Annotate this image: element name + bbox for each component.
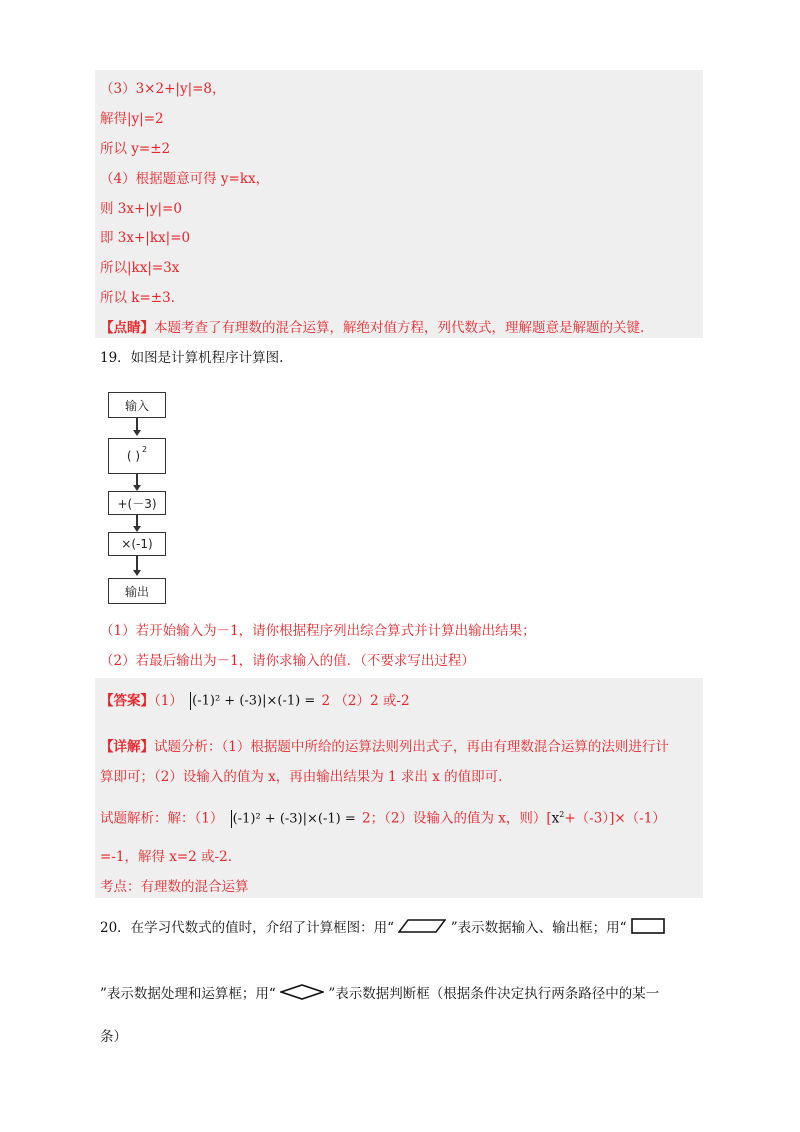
solution-shade-18 <box>95 70 703 338</box>
solution-line: 所以|kx|=3x <box>100 260 180 276</box>
kaodian-line: 考点：有理数的混合运算 <box>100 879 249 895</box>
flow-square-label: ( ) <box>126 449 141 463</box>
solution-x: x <box>551 810 560 827</box>
flow-arrowhead <box>133 430 141 436</box>
solution-end: +（-3）]×（-1） <box>564 810 666 827</box>
q20-line-2 <box>100 984 659 1005</box>
flow-square-box <box>108 438 166 474</box>
solution-mid: 2；（2）设输入的值为 x，则）[ <box>362 810 552 827</box>
flow-square-exponent: 2 <box>142 444 148 454</box>
flow-multiply-label: ×(-1) <box>121 537 153 551</box>
q20-line-1 <box>100 918 665 939</box>
solution-line-1 <box>100 806 666 828</box>
solution-line: 则 3x+|y|=0 <box>100 201 182 217</box>
answer-part-1: （1） <box>154 693 183 709</box>
flow-output-label: 输出 <box>124 584 149 599</box>
comment-line <box>100 319 644 337</box>
q20-text-1a: 20．在学习代数式的值时，介绍了计算框图：用“ <box>100 920 395 936</box>
detail-line-1 <box>100 738 669 756</box>
diamond-icon <box>280 984 324 1005</box>
q20-text-1b: ”表示数据输入、输出框；用“ <box>450 920 627 936</box>
detail-tag: 【详解】 <box>100 739 154 755</box>
solution-line: （4）根据题意可得 y=kx， <box>100 171 270 187</box>
flow-output-box <box>108 578 166 604</box>
question-title: 19．如图是计算机程序计算图. <box>100 350 284 366</box>
solution-expression-text: (-1)² + (-3)|×(-1) = <box>232 811 356 827</box>
solution-line: 即 3x+|kx|=0 <box>100 230 191 246</box>
comment-tag: 【点睛】 <box>100 320 154 336</box>
q20-text-2b: ”表示数据判断框（根据条件决定执行两条路径中的某一 <box>328 986 660 1002</box>
flow-input-label: 输入 <box>124 398 149 413</box>
answer-expression-text: (-1)² + (-3)|×(-1) = <box>192 693 316 709</box>
solution-line: 所以 k=±3. <box>100 290 175 306</box>
question-part-2: （2）若最后输出为－1，请你求输入的值．（不要求写出过程） <box>100 653 475 669</box>
flow-add-box <box>108 491 166 515</box>
solution-x-exponent: 2 <box>559 810 565 819</box>
question-part-1: （1）若开始输入为－1，请你根据程序列出综合算式并计算出输出结果； <box>100 623 536 639</box>
abs-bar <box>231 810 232 828</box>
comment-text: 本题考查了有理数的混合运算，解绝对值方程，列代数式，理解题意是解题的关键. <box>154 320 645 336</box>
flow-add-label: +(－3) <box>117 496 157 511</box>
flow-multiply-box <box>108 532 166 556</box>
solution-line: 所以 y=±2 <box>100 141 171 157</box>
solution-line-2: =-1，解得 x=2 或-2. <box>100 849 233 865</box>
answer-expression <box>187 692 317 711</box>
answer-rest: 2 （2）2 或-2 <box>321 693 410 709</box>
answer-line <box>100 692 410 711</box>
solution-line: 解得|y|=2 <box>100 111 164 127</box>
rectangle-icon <box>631 918 665 939</box>
flow-input-box <box>108 392 166 418</box>
parallelogram-icon <box>398 919 446 938</box>
solution-expression <box>228 810 358 829</box>
answer-tag: 【答案】 <box>100 693 154 709</box>
detail-text-1: 试题分析：（1）根据题中所给的运算法则列出式子，再由有理数混合运算的法则进行计 <box>154 739 669 755</box>
abs-bar <box>190 692 191 710</box>
solution-prefix: 试题解析：解：（1） <box>100 810 224 827</box>
flow-arrowhead <box>133 570 141 576</box>
solution-line: （3）3×2+|y|=8， <box>100 81 226 97</box>
q20-line-3: 条） <box>100 1029 127 1045</box>
q20-text-2a: ”表示数据处理和运算框；用“ <box>100 986 276 1002</box>
detail-line-2: 算即可；（2）设输入的值为 x，再由输出结果为 1 求出 x 的值即可. <box>100 769 503 785</box>
